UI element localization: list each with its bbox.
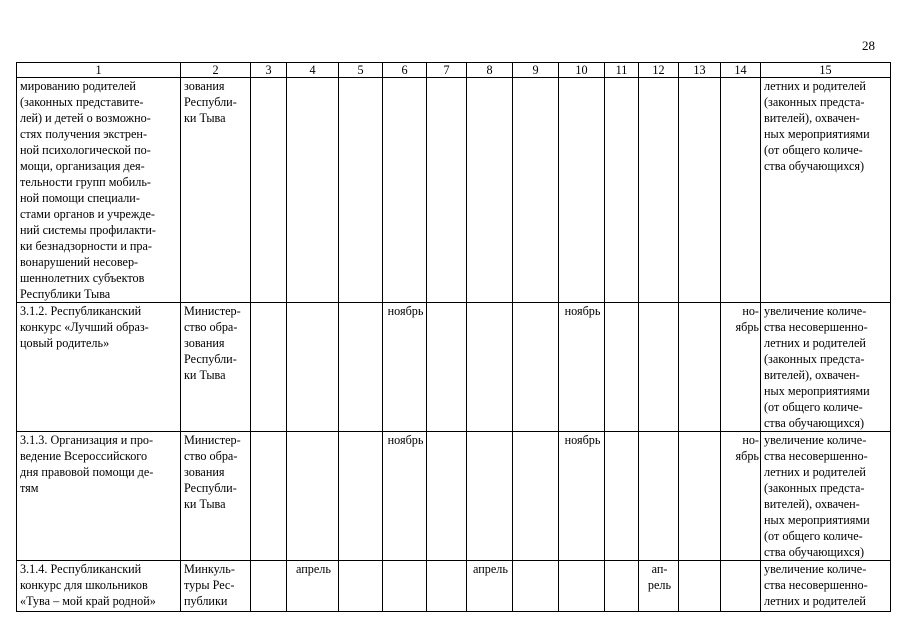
empty-cell [679, 78, 721, 303]
empty-cell [251, 78, 287, 303]
column-number-cell: 8 [467, 63, 513, 78]
schedule-cell: ноябрь [559, 432, 605, 561]
empty-cell [513, 561, 559, 612]
empty-cell [679, 432, 721, 561]
schedule-cell [559, 78, 605, 303]
schedule-cell: но- ябрь [721, 303, 761, 432]
empty-cell [605, 303, 639, 432]
result-cell: летних и родителей (законных предста- вителей), охвачен- ных мероприятиями (от общего количе- ства обучающихся) [761, 78, 891, 303]
empty-cell [339, 432, 383, 561]
table-row [17, 78, 891, 303]
empty-cell [605, 432, 639, 561]
schedule-cell [383, 78, 427, 303]
executor-cell: зования Республи- ки Тыва [181, 78, 251, 303]
empty-cell [251, 432, 287, 561]
schedule-cell [639, 303, 679, 432]
measure-name-cell: 3.1.3. Организация и про- ведение Всероссийского дня правовой помощи де- тям [17, 432, 181, 561]
page-number: 28 [862, 38, 875, 53]
schedule-cell [467, 432, 513, 561]
column-number-cell: 2 [181, 63, 251, 78]
column-number-cell: 13 [679, 63, 721, 78]
schedule-cell [383, 561, 427, 612]
column-number-cell: 12 [639, 63, 679, 78]
empty-cell [679, 561, 721, 612]
empty-cell [513, 303, 559, 432]
measures-table [16, 62, 891, 612]
empty-cell [679, 303, 721, 432]
column-number-cell: 10 [559, 63, 605, 78]
table-row [17, 303, 891, 432]
schedule-cell [559, 561, 605, 612]
schedule-cell [467, 78, 513, 303]
empty-cell [339, 303, 383, 432]
schedule-cell [721, 561, 761, 612]
result-cell: увеличение количе- ства несовершенно- летних и родителей [761, 561, 891, 612]
measure-name-cell: 3.1.4. Республиканский конкурс для школьников «Тува – мой край родной» [17, 561, 181, 612]
empty-cell [251, 303, 287, 432]
measure-name-cell: 3.1.2. Республиканский конкурс «Лучший образ- цовый родитель» [17, 303, 181, 432]
empty-cell [339, 561, 383, 612]
empty-cell [427, 432, 467, 561]
column-number-cell: 4 [287, 63, 339, 78]
schedule-cell [639, 432, 679, 561]
result-cell: увеличение количе- ства несовершенно- летних и родителей (законных предста- вителей), охвачен- ных мероприятиями (от общего количе- ства обучающихся) [761, 432, 891, 561]
column-number-cell: 7 [427, 63, 467, 78]
column-number-cell: 11 [605, 63, 639, 78]
schedule-cell: ноябрь [383, 432, 427, 561]
measure-name-cell: мированию родителей (законных представите- лей) и детей о возможно- стях получения экстрен- ной психологической по- мощи, организация дея- тельности групп мобиль- ной помощи специали- стами органов и учрежде- ний системы профилакти- ки безнадзорности и пра- вонарушений несовер- шеннолетних субъектов Республики Тыва [17, 78, 181, 303]
empty-cell [339, 78, 383, 303]
column-number-cell: 1 [17, 63, 181, 78]
empty-cell [605, 78, 639, 303]
empty-cell [513, 78, 559, 303]
column-number-cell: 5 [339, 63, 383, 78]
empty-cell [427, 303, 467, 432]
empty-cell [605, 561, 639, 612]
executor-cell: Министер- ство обра- зования Республи- ки Тыва [181, 432, 251, 561]
schedule-cell [287, 78, 339, 303]
column-number-cell: 15 [761, 63, 891, 78]
schedule-cell [287, 303, 339, 432]
schedule-cell: ап- рель [639, 561, 679, 612]
column-number-cell: 6 [383, 63, 427, 78]
schedule-cell: апрель [467, 561, 513, 612]
empty-cell [513, 432, 559, 561]
table-row [17, 432, 891, 561]
schedule-cell [287, 432, 339, 561]
column-number-cell: 9 [513, 63, 559, 78]
executor-cell: Минкуль- туры Рес- публики [181, 561, 251, 612]
executor-cell: Министер- ство обра- зования Республи- ки Тыва [181, 303, 251, 432]
schedule-cell: апрель [287, 561, 339, 612]
column-number-cell: 14 [721, 63, 761, 78]
schedule-cell [721, 78, 761, 303]
empty-cell [427, 561, 467, 612]
empty-cell [427, 78, 467, 303]
column-number-cell: 3 [251, 63, 287, 78]
schedule-cell: ноябрь [383, 303, 427, 432]
schedule-cell [639, 78, 679, 303]
empty-cell [251, 561, 287, 612]
table-row [17, 561, 891, 612]
column-number-row [17, 63, 891, 78]
schedule-cell: ноябрь [559, 303, 605, 432]
result-cell: увеличение количе- ства несовершенно- летних и родителей (законных предста- вителей), охвачен- ных мероприятиями (от общего количе- ства обучающихся) [761, 303, 891, 432]
schedule-cell [467, 303, 513, 432]
schedule-cell: но- ябрь [721, 432, 761, 561]
